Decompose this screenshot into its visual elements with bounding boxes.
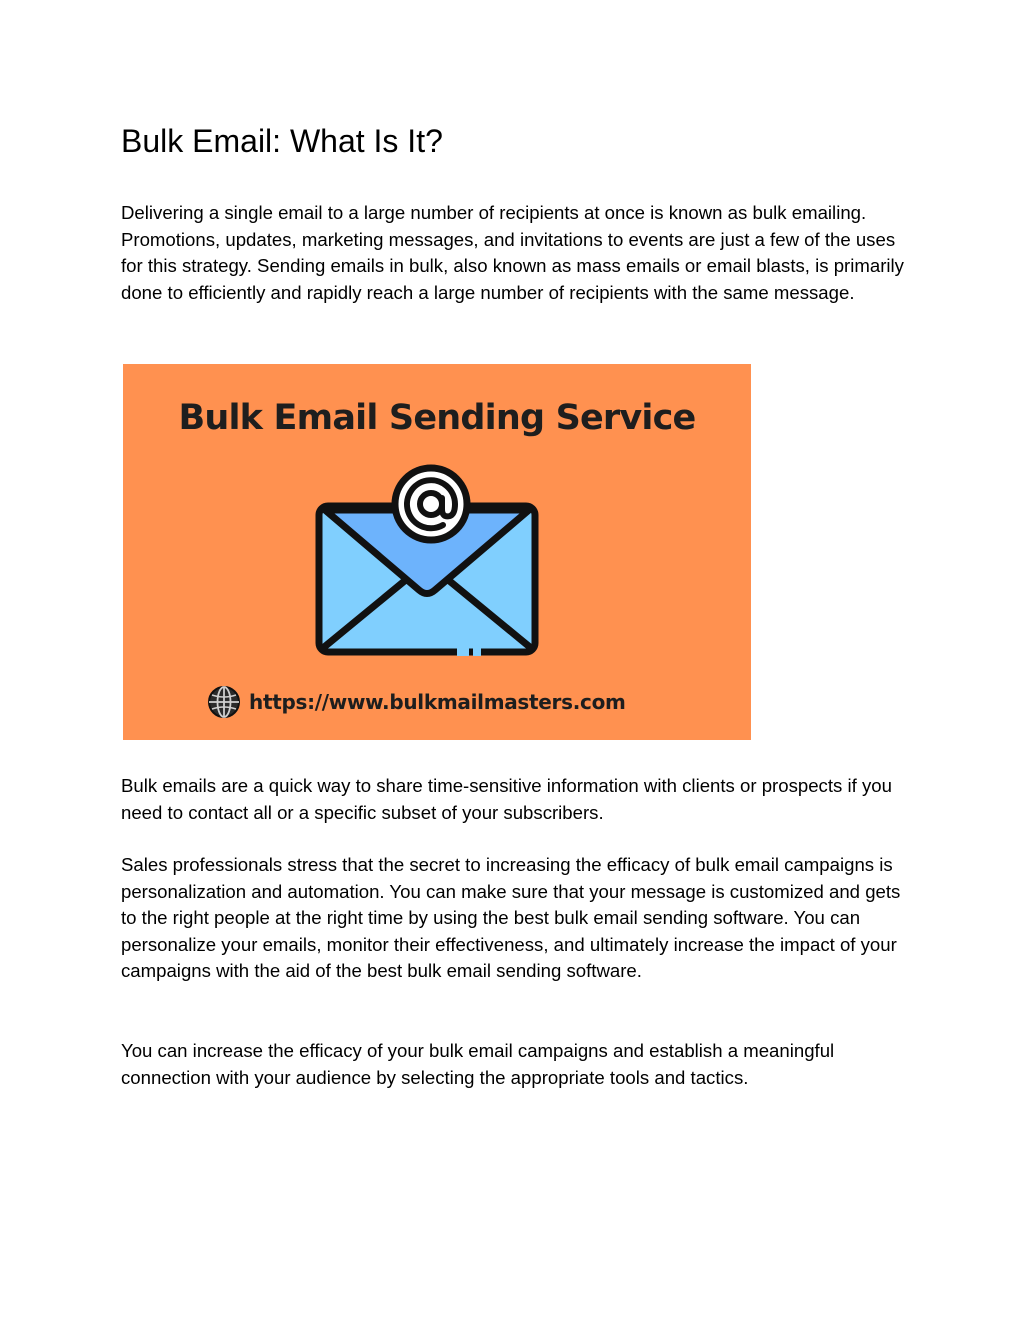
paragraph-quick-way: Bulk emails are a quick way to share time-sensitive information with clients or prospects if you need to contact all or a specific subset of your subscribers. — [121, 775, 892, 823]
envelope-icon — [313, 462, 563, 662]
banner-image — [123, 364, 751, 740]
paragraph-intro: Delivering a single email to a large number of recipients at once is known as bulk emailing. Promotions, updates, marketing messages, and invitations to events are just a few of the uses for this strategy. Sending emails in bulk, also known as mass emails or email blasts, is primarily done to efficiently and rapidly reach a large number of recipients with the same message. — [121, 202, 904, 303]
globe-icon — [207, 685, 241, 719]
banner-url: https://www.bulkmailmasters.com — [249, 690, 626, 714]
banner-url-row — [207, 682, 626, 722]
paragraph-conclusion: You can increase the efficacy of your bulk email campaigns and establish a meaningful connection with your audience by selecting the appropriate tools and tactics. — [121, 1040, 835, 1088]
document-title: Bulk Email: What Is It? — [121, 123, 443, 159]
at-sign-icon — [395, 468, 467, 540]
paragraph-personalization: Sales professionals stress that the secret to increasing the efficacy of bulk email campaigns is personalization and automation. You can make sure that your message is customized and gets to the right people at the right time by using the best bulk email sending software. You can personalize your emails, monitor their effectiveness, and ultimately increase the impact of your campaigns with the aid of the best bulk email sending software. — [121, 854, 901, 982]
banner-heading: Bulk Email Sending Service — [178, 398, 696, 438]
